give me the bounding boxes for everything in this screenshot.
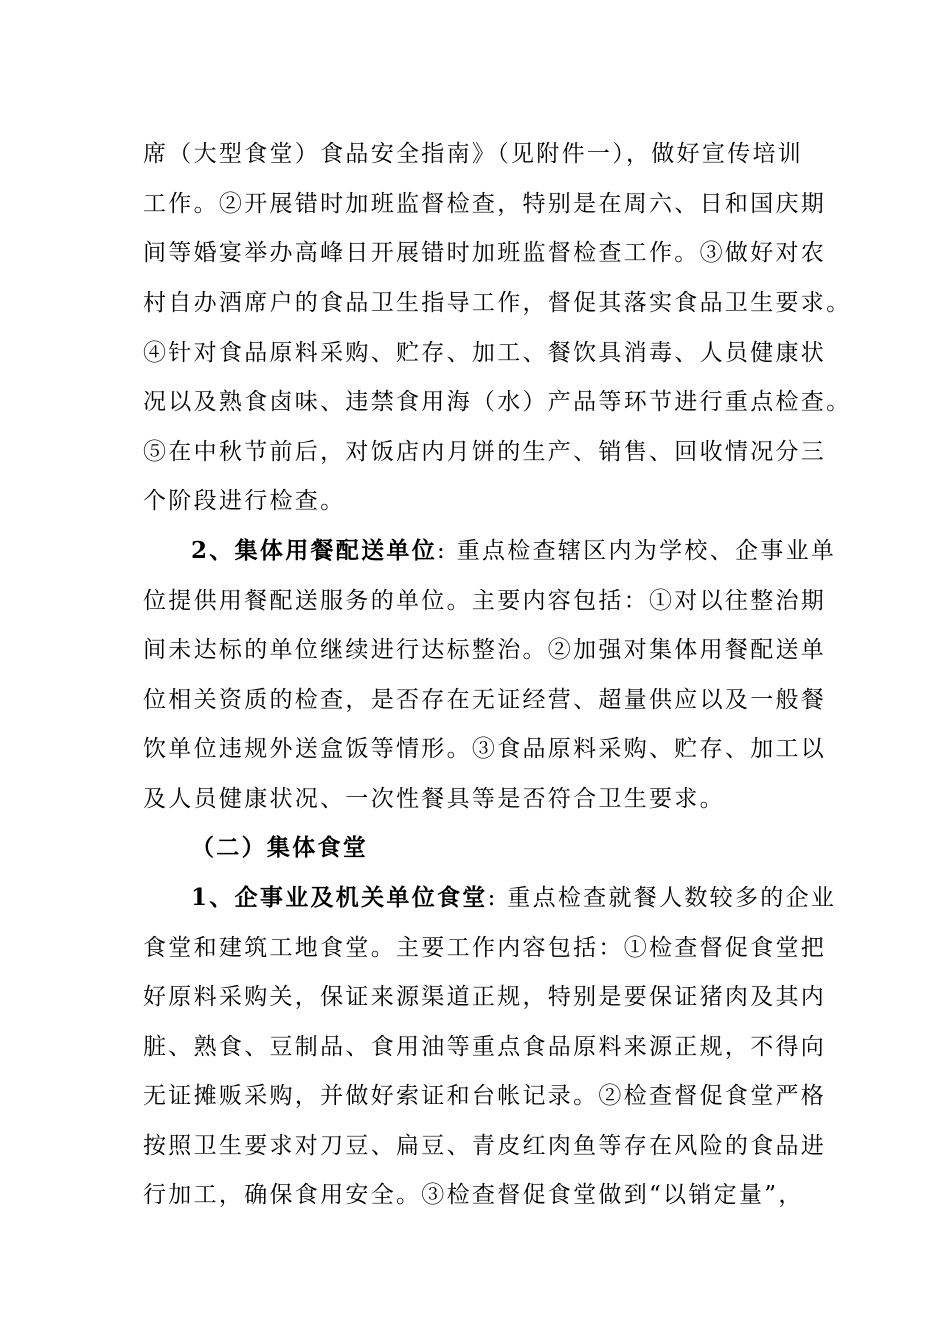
line-text: 工作。②开展错时加班监督检查，特别是在周六、日和国庆期 [143,191,827,217]
line-text: : 重点检查就餐人数较多的企业 [487,885,837,911]
text-line [143,338,826,368]
text-line [143,1180,804,1210]
text-line [143,189,826,219]
text-line [143,635,826,665]
text-line [143,734,826,764]
line-text: 况以及熟食卤味、违禁食用海（水）产品等环节进行重点检查。 [143,389,852,415]
line-text: : 重点检查辖区内为学校、企事业单 [437,538,837,564]
line-text: 位提供用餐配送服务的单位。主要内容包括：①对以往整治期 [143,588,827,614]
text-line [143,685,826,715]
text-line [143,1131,826,1161]
line-text: 无证摊贩采购，并做好索证和台帐记录。②检查督促食堂严格 [143,1083,827,1109]
line-text: 饮单位违规外送盒饭等情形。③食品原料采购、贮存、加工以 [143,736,827,762]
text-line [143,586,826,616]
line-text: 行加工，确保食用安全。③检查督促食堂做到“以销定量”， [143,1182,804,1208]
text-line [143,238,826,268]
line-text: 食堂和建筑工地食堂。主要工作内容包括：①检查督促食堂把 [143,935,827,961]
section-heading-line [191,536,836,566]
chapter-heading: （二）集体食堂 [191,834,369,861]
chapter-heading-line [191,833,368,863]
text-line [143,784,725,814]
line-text: 好原料采购关，保证来源渠道正规，特别是要保证猪肉及其内 [143,984,827,1010]
section-heading-line [191,883,836,913]
text-line [143,437,826,467]
line-text: 间等婚宴举办高峰日开展错时加班监督检查工作。③做好对农 [143,240,827,266]
line-text: ④针对食品原料采购、贮存、加工、餐饮具消毒、人员健康状 [143,340,827,366]
section-heading: 2、集体用餐配送单位 [191,537,438,564]
line-text: 脏、熟食、豆制品、食用油等重点食品原料来源正规，不得向 [143,1034,827,1060]
text-line [143,486,345,516]
text-line [143,387,851,417]
line-text: 及人员健康状况、一次性餐具等是否符合卫生要求。 [143,786,725,812]
line-text: 席（大型食堂）食品安全指南》（见附件一），做好宣传培训 [143,141,804,167]
text-line [143,1081,826,1111]
line-text: 按照卫生要求对刀豆、扁豆、青皮红肉鱼等存在风险的食品进 [143,1133,827,1159]
line-text: 个阶段进行检查。 [143,488,346,514]
section-heading: 1、企事业及机关单位食堂 [191,884,488,911]
text-line [143,288,851,318]
line-text: 位相关资质的检查，是否存在无证经营、超量供应以及一般餐 [143,687,827,713]
text-line [143,1032,826,1062]
text-line [143,139,803,169]
text-line [143,933,826,963]
line-text: 间未达标的单位继续进行达标整治。②加强对集体用餐配送单 [143,637,827,663]
line-text: 村自办酒席户的食品卫生指导工作，督促其落实食品卫生要求。 [143,290,852,316]
text-line [143,982,826,1012]
line-text: ⑤在中秋节前后，对饭店内月饼的生产、销售、回收情况分三 [143,439,827,465]
